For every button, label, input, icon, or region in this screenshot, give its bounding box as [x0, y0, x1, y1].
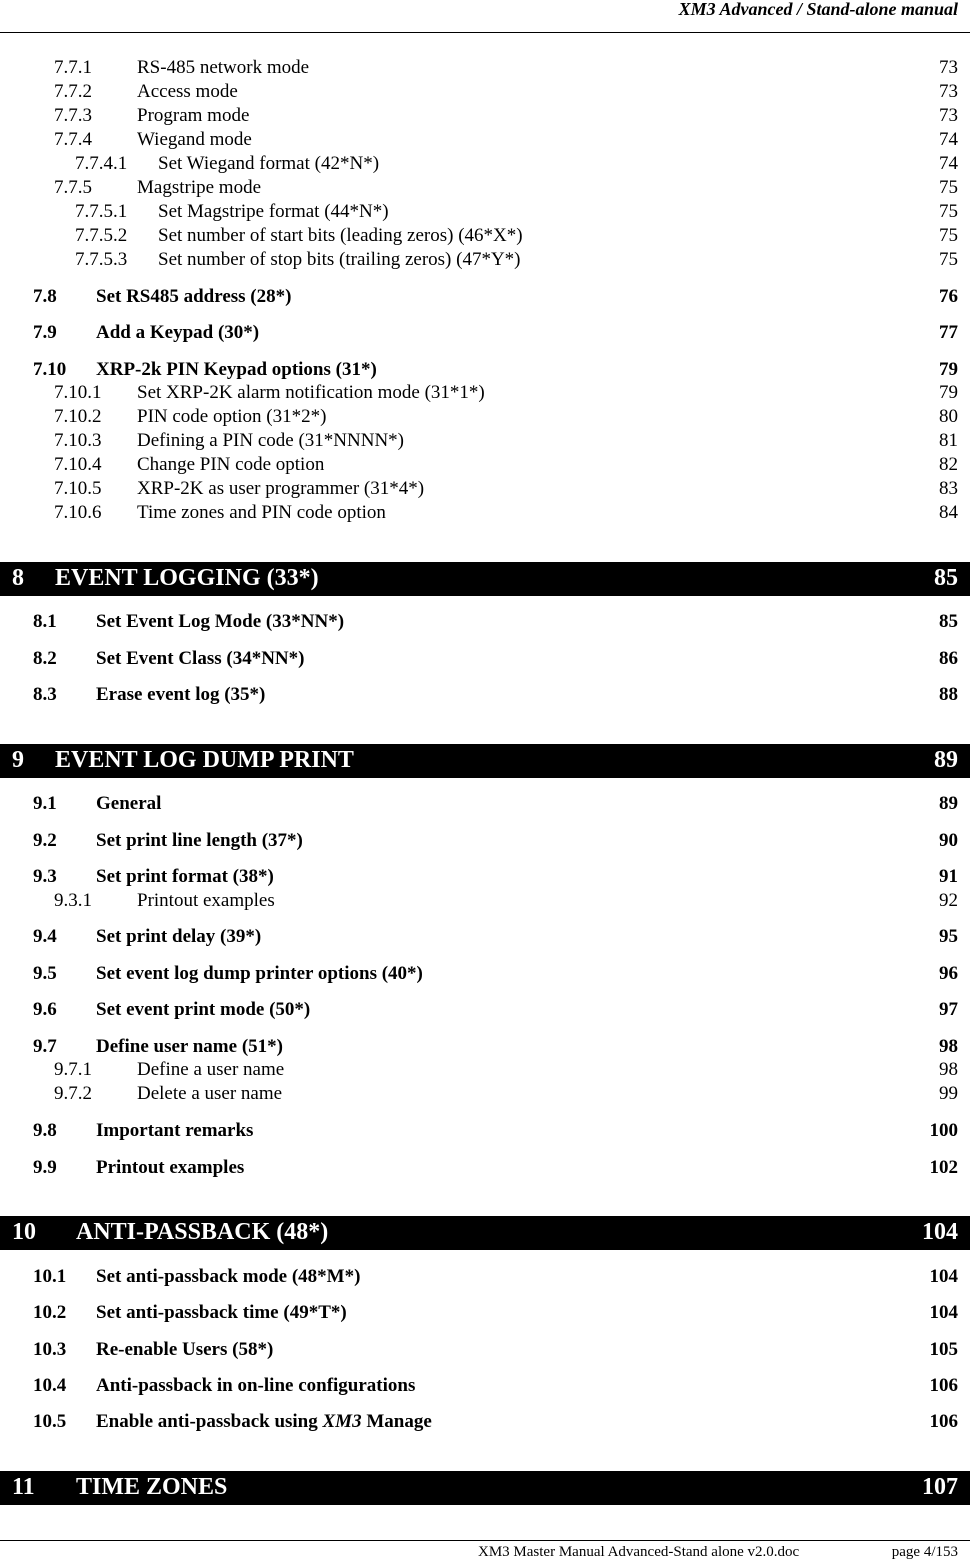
- toc-entry-9-8[interactable]: [0, 1120, 970, 1142]
- toc-page: 106: [929, 1375, 958, 1396]
- toc-number: 7.7.5.1: [75, 201, 128, 222]
- toc-title: Set print format (38*): [96, 866, 274, 887]
- toc-page: 74: [939, 129, 958, 150]
- toc-entry-7-7-2[interactable]: [0, 81, 970, 103]
- toc-page: 90: [939, 830, 958, 851]
- toc-number: 9.7.2: [54, 1083, 92, 1104]
- toc-entry-8-3[interactable]: [0, 684, 970, 706]
- toc-entry-7-10-4[interactable]: [0, 454, 970, 476]
- toc-page: 79: [939, 359, 958, 380]
- toc-entry-7-10-3[interactable]: [0, 430, 970, 452]
- toc-entry-7-7-4[interactable]: [0, 129, 970, 151]
- toc-entry-9-3[interactable]: [0, 866, 970, 888]
- toc-chapter-page: 85: [934, 565, 958, 591]
- toc-page: 100: [929, 1120, 958, 1141]
- toc-title: Time zones and PIN code option: [137, 502, 386, 523]
- toc-entry-9-1[interactable]: [0, 793, 970, 815]
- toc-entry-10-5[interactable]: [0, 1411, 970, 1433]
- toc-title: Set XRP-2K alarm notification mode (31*1*): [137, 382, 485, 403]
- toc-number: 9.1: [33, 793, 57, 814]
- toc-page: 79: [939, 382, 958, 403]
- toc-number: 9.9: [33, 1157, 57, 1178]
- toc-entry-9-7[interactable]: [0, 1036, 970, 1058]
- toc-entry-7-7-1[interactable]: [0, 57, 970, 79]
- toc-page: 99: [939, 1083, 958, 1104]
- toc-title: Re-enable Users (58*): [96, 1339, 274, 1360]
- toc-entry-10-1[interactable]: [0, 1266, 970, 1288]
- toc-number: 7.10.1: [54, 382, 102, 403]
- toc-number: 9.6: [33, 999, 57, 1020]
- toc-entry-7-10-2[interactable]: [0, 406, 970, 428]
- toc-chapter-title: TIME ZONES: [76, 1474, 228, 1500]
- toc-chapter-11[interactable]: [0, 1471, 970, 1505]
- toc-page: 106: [929, 1411, 958, 1432]
- toc-title: Magstripe mode: [137, 177, 262, 198]
- page-footer: [0, 1540, 970, 1564]
- toc-number: 7.10.5: [54, 478, 102, 499]
- toc-title: Set event log dump printer options (40*): [96, 963, 423, 984]
- toc-page: 88: [939, 684, 958, 705]
- toc-title: Set RS485 address (28*): [96, 286, 292, 307]
- toc-title: Change PIN code option: [137, 454, 325, 475]
- toc-number: 7.8: [33, 286, 57, 307]
- toc-number: 7.7.2: [54, 81, 92, 102]
- toc-title: Printout examples: [96, 1157, 245, 1178]
- toc-number: 7.7.4: [54, 129, 92, 150]
- toc-title: Set print line length (37*): [96, 830, 303, 851]
- toc-number: 7.10.6: [54, 502, 102, 523]
- toc-entry-9-7-2[interactable]: [0, 1083, 970, 1105]
- toc-number: 7.7.5.2: [75, 225, 128, 246]
- toc-entry-7-10-1[interactable]: [0, 382, 970, 404]
- toc-chapter-title: EVENT LOGGING (33*): [55, 565, 319, 591]
- toc-title-product: XM3: [322, 1411, 362, 1432]
- toc-entry-10-3[interactable]: [0, 1339, 970, 1361]
- toc-title: XRP-2k PIN Keypad options (31*): [96, 359, 377, 380]
- toc-chapter-title: ANTI-PASSBACK (48*): [76, 1219, 329, 1245]
- toc-title: Set Wiegand format (42*N*): [158, 153, 380, 174]
- toc-page: 104: [929, 1266, 958, 1287]
- toc-number: 9.3: [33, 866, 57, 887]
- toc-chapter-8[interactable]: [0, 562, 970, 596]
- toc-number: 10.5: [33, 1411, 67, 1432]
- toc-page: 98: [939, 1036, 958, 1057]
- toc-chapter-page: 104: [922, 1219, 958, 1245]
- toc-title: Set Event Class (34*NN*): [96, 648, 305, 669]
- toc-entry-7-7-5-3[interactable]: [0, 249, 970, 271]
- toc-title: Set event print mode (50*): [96, 999, 311, 1020]
- toc-entry-7-7-4-1[interactable]: [0, 153, 970, 175]
- toc-page: 89: [939, 793, 958, 814]
- toc-page: 74: [939, 153, 958, 174]
- toc-title: PIN code option (31*2*): [137, 406, 327, 427]
- toc-page: 73: [939, 105, 958, 126]
- toc-page: 96: [939, 963, 958, 984]
- toc-entry-9-2[interactable]: [0, 830, 970, 852]
- toc-chapter-number: 10: [12, 1219, 36, 1245]
- toc-entry-7-8[interactable]: [0, 286, 970, 308]
- toc-page: 75: [939, 249, 958, 270]
- toc-title: Printout examples: [137, 890, 275, 911]
- toc-number: 7.9: [33, 322, 57, 343]
- toc-number: 9.7.1: [54, 1059, 92, 1080]
- toc-title: Define a user name: [137, 1059, 285, 1080]
- toc-entry-9-9[interactable]: [0, 1157, 970, 1179]
- toc-number: 7.10.3: [54, 430, 102, 451]
- toc-title: Set number of start bits (leading zeros) (46*X*): [158, 225, 523, 246]
- toc-title: Important remarks: [96, 1120, 254, 1141]
- toc-entry-8-1[interactable]: [0, 611, 970, 633]
- toc-entry-7-7-5[interactable]: [0, 177, 970, 199]
- toc-title: Set number of stop bits (trailing zeros) (47*Y*): [158, 249, 521, 270]
- toc-title: Define user name (51*): [96, 1036, 283, 1057]
- toc-number: 7.7.5.3: [75, 249, 128, 270]
- toc-page: 102: [929, 1157, 958, 1178]
- toc-entry-9-6[interactable]: [0, 999, 970, 1021]
- toc-number: 9.3.1: [54, 890, 92, 911]
- toc-chapter-10[interactable]: [0, 1216, 970, 1250]
- toc-entry-7-7-5-1[interactable]: [0, 201, 970, 223]
- toc-chapter-page: 89: [934, 747, 958, 773]
- toc-number: 10.2: [33, 1302, 67, 1323]
- toc-page: 84: [939, 502, 958, 523]
- toc-number: 9.7: [33, 1036, 57, 1057]
- toc-title: XRP-2K as user programmer (31*4*): [137, 478, 425, 499]
- toc-page: 77: [939, 322, 958, 343]
- toc-chapter-title: EVENT LOG DUMP PRINT: [55, 747, 354, 773]
- toc-title: [96, 1411, 432, 1433]
- toc-page: 81: [939, 430, 958, 451]
- toc-title: Set Magstripe format (44*N*): [158, 201, 389, 222]
- toc-entry-7-10[interactable]: [0, 359, 970, 381]
- toc-number: 8.1: [33, 611, 57, 632]
- toc-number: 7.10: [33, 359, 67, 380]
- footer-document-name: XM3 Master Manual Advanced-Stand alone v2.0.doc: [478, 1544, 800, 1560]
- toc-title-end: Manage: [361, 1411, 432, 1432]
- toc-page: 85: [939, 611, 958, 632]
- header-title: XM3 Advanced / Stand-alone manual: [678, 0, 958, 19]
- page-header: [0, 0, 970, 33]
- toc-title: Defining a PIN code (31*NNNN*): [137, 430, 404, 451]
- toc-title-start: Enable anti-passback using: [96, 1411, 323, 1432]
- toc-chapter-number: 11: [12, 1474, 35, 1500]
- toc-number: 9.4: [33, 926, 57, 947]
- toc-entry-9-5[interactable]: [0, 963, 970, 985]
- toc-page: 75: [939, 225, 958, 246]
- toc-chapter-9[interactable]: [0, 744, 970, 778]
- toc-page: 91: [939, 866, 958, 887]
- toc-number: 9.5: [33, 963, 57, 984]
- toc-page: 76: [939, 286, 958, 307]
- toc-number: 7.7.5: [54, 177, 92, 198]
- toc-entry-7-9[interactable]: [0, 322, 970, 344]
- toc-title: Anti-passback in on-line configurations: [96, 1375, 416, 1396]
- toc-entry-10-2[interactable]: [0, 1302, 970, 1324]
- toc-entry-8-2[interactable]: [0, 648, 970, 670]
- toc-entry-9-3-1[interactable]: [0, 890, 970, 912]
- toc-number: 7.10.4: [54, 454, 102, 475]
- toc-number: 10.3: [33, 1339, 67, 1360]
- toc-entry-10-4[interactable]: [0, 1375, 970, 1397]
- toc-page: 75: [939, 201, 958, 222]
- toc-number: 8.2: [33, 648, 57, 669]
- toc-title: Wiegand mode: [137, 129, 252, 150]
- toc-page: 86: [939, 648, 958, 669]
- toc-number: 7.10.2: [54, 406, 102, 427]
- toc-page: 80: [939, 406, 958, 427]
- toc-title: Set anti-passback mode (48*M*): [96, 1266, 361, 1287]
- toc-chapter-number: 8: [12, 565, 24, 591]
- toc-number: 10.4: [33, 1375, 67, 1396]
- toc-page: 83: [939, 478, 958, 499]
- toc-number: 7.7.4.1: [75, 153, 128, 174]
- toc-number: 8.3: [33, 684, 57, 705]
- toc-title: Program mode: [137, 105, 250, 126]
- toc-page: 105: [929, 1339, 958, 1360]
- toc-entry-9-4[interactable]: [0, 926, 970, 948]
- toc-entry-9-7-1[interactable]: [0, 1059, 970, 1081]
- toc-page: 97: [939, 999, 958, 1020]
- toc-number: 9.8: [33, 1120, 57, 1141]
- toc-number: 7.7.3: [54, 105, 92, 126]
- toc-title: Set Event Log Mode (33*NN*): [96, 611, 345, 632]
- toc-title: General: [96, 793, 162, 814]
- toc-title: Set anti-passback time (49*T*): [96, 1302, 347, 1323]
- toc-title: RS-485 network mode: [137, 57, 310, 78]
- toc-number: 7.7.1: [54, 57, 92, 78]
- toc-page: 82: [939, 454, 958, 475]
- footer-page-number: page 4/153: [891, 1544, 958, 1560]
- toc-chapter-number: 9: [12, 747, 24, 773]
- toc-title: Access mode: [137, 81, 238, 102]
- toc-entry-7-7-3[interactable]: [0, 105, 970, 127]
- toc-title: Erase event log (35*): [96, 684, 266, 705]
- toc-title: Set print delay (39*): [96, 926, 262, 947]
- toc-entry-7-10-5[interactable]: [0, 478, 970, 500]
- toc-title: Add a Keypad (30*): [96, 322, 260, 343]
- toc-page: 95: [939, 926, 958, 947]
- toc-page: 104: [929, 1302, 958, 1323]
- toc-title: Delete a user name: [137, 1083, 283, 1104]
- toc-page: 73: [939, 81, 958, 102]
- toc-page: 75: [939, 177, 958, 198]
- toc-page: 73: [939, 57, 958, 78]
- toc-page: 98: [939, 1059, 958, 1080]
- toc-chapter-page: 107: [922, 1474, 958, 1500]
- toc-number: 10.1: [33, 1266, 67, 1287]
- toc-entry-7-7-5-2[interactable]: [0, 225, 970, 247]
- toc-number: 9.2: [33, 830, 57, 851]
- toc-page: 92: [939, 890, 958, 911]
- toc-entry-7-10-6[interactable]: [0, 502, 970, 524]
